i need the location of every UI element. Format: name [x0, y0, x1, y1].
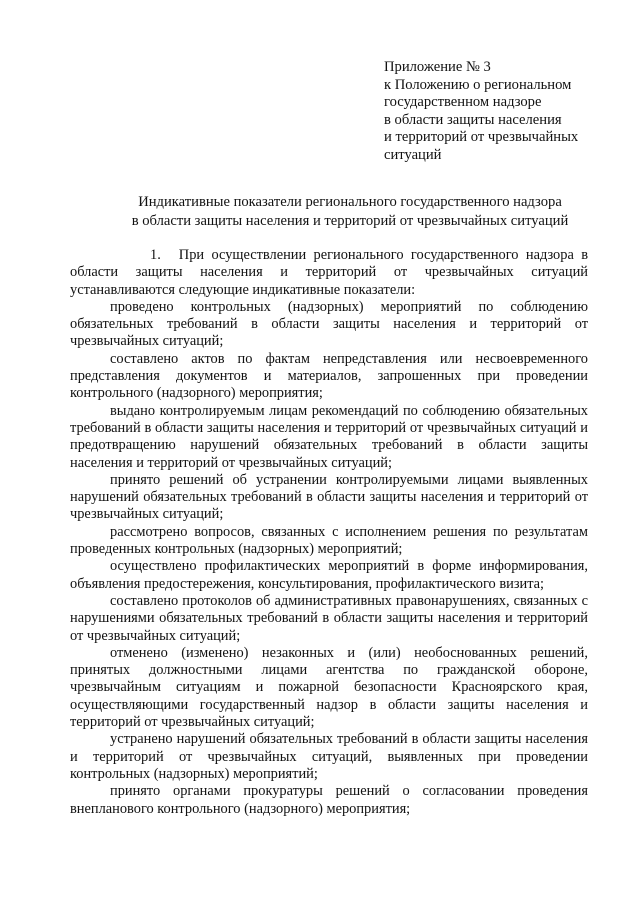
indicator-paragraph: принято органами прокуратуры решений о согласовании проведения внепланового контрольного (надзорного) мероприятия;: [70, 783, 588, 817]
indicator-paragraph: рассмотрено вопросов, связанных с исполнением решения по результатам проведенных контрольных (надзорных) мероприятий;: [70, 523, 588, 558]
appendix-header: [384, 59, 624, 164]
title-line: в области защиты населения и территорий от чрезвычайных ситуаций: [131, 212, 569, 229]
appendix-line: и территорий от чрезвычайных: [384, 129, 579, 145]
appendix-line: ситуаций: [384, 146, 442, 163]
indicator-paragraph: осуществлено профилактических мероприятий в форме информирования, объявления предостережения, консультирования, профилактического визита;: [70, 558, 588, 592]
appendix-line: государственном надзоре: [384, 94, 542, 110]
indicator-paragraph: устранено нарушений обязательных требований в области защиты населения и территорий от чрезвычайных ситуаций, выявленных при проведении контрольных (надзорных) мероприятий;: [70, 731, 588, 782]
appendix-line: Приложение № 3: [384, 59, 491, 75]
intro-paragraph: [70, 247, 588, 299]
indicator-paragraph: отменено (изменено) незаконных и (или) необоснованных решений, принятых должностными лицами агентства по гражданской обороне, чрезвычайным ситуациям и пожарной безопасности Красноярского края, осуществляющими государственный надзор в области защиты населения и территорий от чрезвычайных ситуаций;: [70, 644, 588, 731]
indicator-paragraph: составлено актов по фактам непредставления или несвоевременного представления документов и материалов, запрошенных при проведении контрольного (надзорного) мероприятия;: [70, 350, 588, 402]
document-body: [70, 247, 588, 818]
indicator-paragraph: проведено контрольных (надзорных) мероприятий по соблюдению обязательных требований в области защиты населения и территорий от чрезвычайных ситуаций;: [70, 298, 588, 350]
title-line: Индикативные показатели регионального государственного надзора: [138, 194, 562, 210]
intro-text: При осуществлении регионального государственного надзора в области защиты населения и территорий от чрезвычайных ситуаций устанавливаются следующие индикативные показатели:: [70, 247, 588, 298]
indicator-paragraph: выдано контролируемым лицам рекомендаций по соблюдению обязательных требований в области защиты населения и территорий от чрезвычайных ситуаций и предотвращению нарушений обязательных требований в области защиты населения и территорий от чрезвычайных ситуаций;: [70, 402, 588, 471]
item-number: 1.: [150, 247, 161, 263]
appendix-line: в области защиты населения: [384, 111, 562, 128]
document-title: [60, 193, 640, 230]
indicator-paragraph: составлено протоколов об административных правонарушениях, связанных с нарушениями обязательных требований в области защиты населения и территорий от чрезвычайных ситуаций;: [70, 592, 588, 644]
appendix-line: к Положению о региональном: [384, 76, 572, 93]
indicator-paragraph: принято решений об устранении контролируемыми лицами выявленных нарушений обязательных требований в области защиты населения и территорий от чрезвычайных ситуаций;: [70, 471, 588, 523]
